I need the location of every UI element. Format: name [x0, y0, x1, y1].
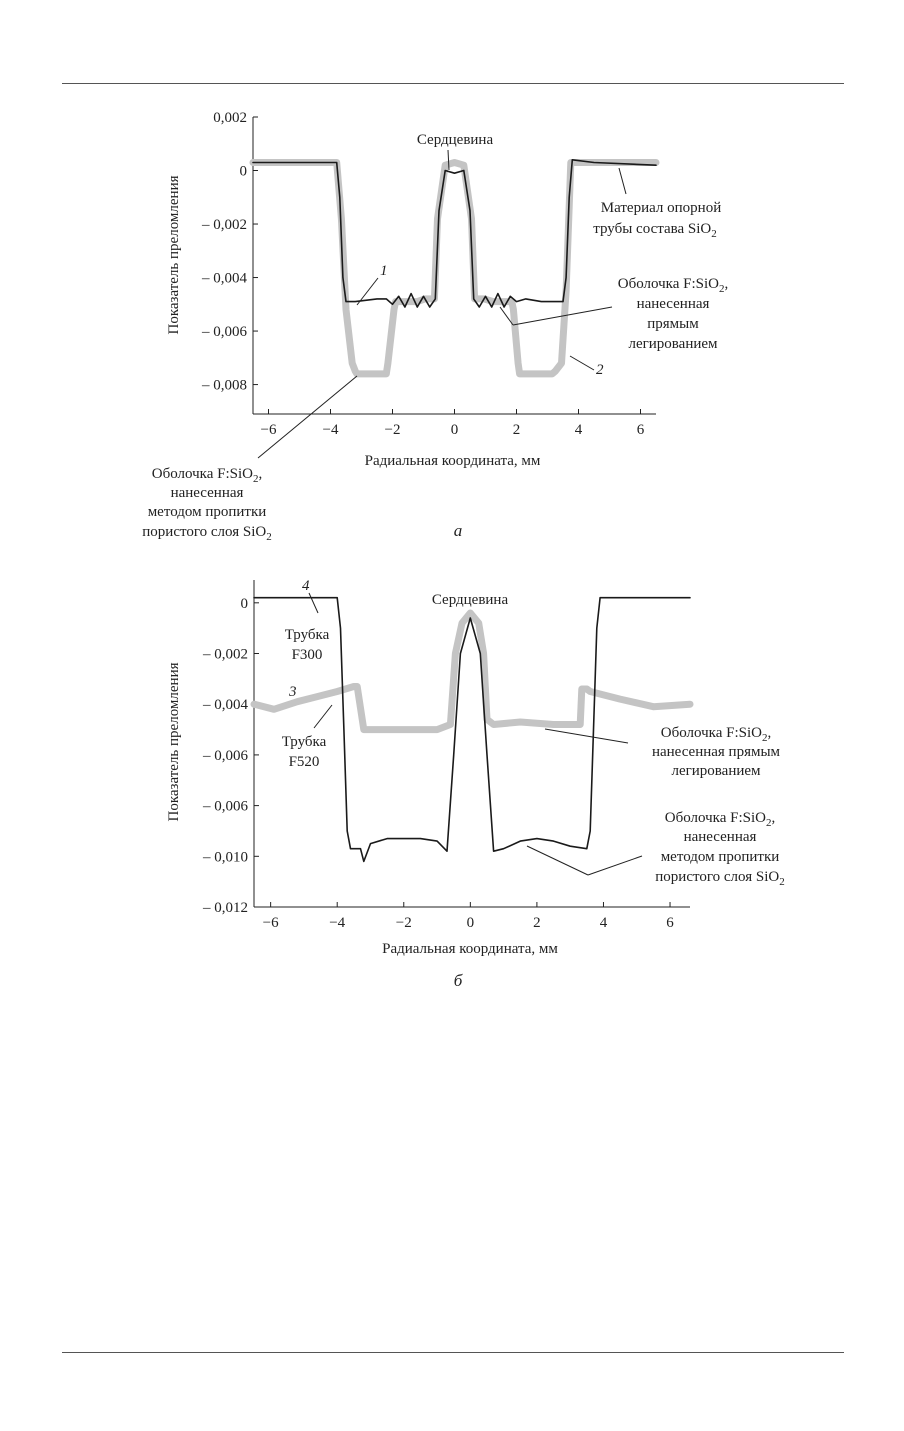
annotation-direct-doping-line1-tail: , — [767, 725, 772, 741]
y-tick-label: – 0,002 — [202, 217, 247, 234]
y-tick-label: – 0,008 — [202, 377, 247, 394]
annotation-tube-f300-line1: Трубка — [284, 627, 330, 643]
annotation-porous-line4-base: пористого слоя SiO — [142, 524, 267, 540]
x-axis-label: Радиальная координата, мм — [382, 941, 558, 957]
y-tick-label: – 0,010 — [203, 849, 248, 866]
y-tick-label: – 0,002 — [203, 646, 248, 663]
leader-line — [258, 376, 357, 458]
x-axis-label: Радиальная координата, мм — [364, 453, 541, 469]
x-tick-label: 4 — [599, 915, 608, 931]
x-tick-label: −6 — [262, 915, 279, 931]
y-tick-label: – 0,006 — [203, 798, 248, 815]
annotation-porous-line1 — [665, 810, 775, 829]
annotation-direct-doping-line4: легированием — [628, 336, 718, 352]
annotation-porous-line4-sub: 2 — [266, 531, 272, 543]
annotation-porous-line1 — [152, 466, 262, 485]
y-tick-label: – 0,004 — [202, 270, 247, 287]
annotation-direct-doping-line1-sub: 2 — [761, 732, 768, 744]
annotation-tube-f520-line1: Трубка — [281, 734, 327, 750]
leader-line — [357, 278, 378, 305]
leader-line — [314, 705, 332, 728]
annotation-direct-doping-line2: нанесенная прямым — [651, 744, 781, 760]
y-tick-label: – 0,006 — [203, 747, 248, 764]
leader-line — [588, 856, 642, 875]
x-tick-label: −6 — [260, 422, 277, 438]
y-tick-label: 0 — [239, 163, 247, 180]
series-number-3: 3 — [289, 684, 297, 700]
annotation-support-tube-line2-sub: 2 — [711, 228, 717, 240]
x-tick-label: −2 — [384, 422, 401, 438]
series-number-2: 2 — [596, 362, 604, 378]
annotation-direct-doping-line1-tail: , — [724, 276, 729, 292]
annotation-porous-line1-sub: 2 — [765, 817, 772, 829]
x-tick-label: 2 — [533, 915, 541, 931]
series-line-2 — [253, 163, 656, 374]
annotation-porous-line4 — [655, 869, 784, 888]
annotation-direct-doping-line1-base: Оболочка F:SiO — [617, 276, 719, 292]
x-tick-label: 6 — [636, 422, 645, 438]
annotation-support-tube-line2 — [593, 221, 717, 240]
annotation-porous-line1-tail: , — [258, 466, 263, 482]
x-tick-label: −4 — [329, 915, 346, 931]
annotation-porous-line2: нанесенная — [683, 829, 757, 845]
leader-line — [309, 593, 318, 613]
annotation-porous-line1-sub: 2 — [252, 473, 259, 485]
annotation-porous-line1-tail: , — [771, 810, 776, 826]
annotation-porous-line1-base: Оболочка F:SiO — [664, 810, 766, 826]
leader-line — [545, 729, 628, 743]
y-axis-label: Показатель преломления — [166, 662, 182, 822]
annotation-porous-line3: методом пропитки — [147, 504, 267, 520]
annotation-core: Сердцевина — [431, 592, 509, 608]
annotation-direct-doping-line3: легированием — [671, 763, 761, 779]
y-tick-label: – 0,012 — [203, 900, 248, 916]
x-tick-label: −2 — [395, 915, 412, 931]
leader-line — [527, 846, 588, 875]
annotation-porous-line4 — [142, 524, 271, 543]
annotation-porous-line3: методом пропитки — [660, 849, 780, 865]
panel-label: а — [453, 521, 463, 540]
annotation-porous-line2: нанесенная — [170, 485, 244, 501]
annotation-support-tube-line1: Материал опорной — [600, 200, 722, 216]
y-tick-label: – 0,006 — [202, 324, 247, 341]
leader-line — [570, 356, 594, 370]
annotation-porous-line4-base: пористого слоя SiO — [655, 869, 780, 885]
panel-label: б — [453, 971, 463, 990]
x-tick-label: 0 — [450, 422, 459, 438]
annotation-support-tube-line2-base: трубы состава SiO — [593, 221, 712, 237]
series-number-4: 4 — [302, 578, 310, 594]
annotation-tube-f520-line2: F520 — [288, 754, 320, 770]
x-tick-label: −4 — [322, 422, 339, 438]
y-tick-label: 0 — [240, 595, 248, 612]
annotation-direct-doping-line1 — [618, 276, 728, 295]
series-number-1: 1 — [380, 263, 388, 279]
leader-line — [619, 168, 626, 194]
x-tick-label: 2 — [512, 422, 521, 438]
annotation-porous-line4-sub: 2 — [779, 876, 785, 888]
annotation-direct-doping-line1-sub: 2 — [718, 283, 725, 295]
annotation-porous-line1-base: Оболочка F:SiO — [151, 466, 253, 482]
x-tick-label: 4 — [574, 422, 583, 438]
y-tick-label: 0,002 — [213, 110, 247, 126]
x-tick-label: 6 — [666, 915, 674, 931]
x-tick-label: 0 — [466, 915, 475, 931]
annotation-direct-doping-line2: нанесенная — [636, 296, 710, 312]
annotation-tube-f300-line2: F300 — [291, 647, 323, 663]
y-tick-label: – 0,004 — [203, 697, 248, 714]
annotation-direct-doping-line1-base: Оболочка F:SiO — [660, 725, 762, 741]
chart-panel-b — [166, 578, 785, 990]
annotation-direct-doping-line3: прямым — [647, 316, 699, 332]
y-axis-label: Показатель преломления — [166, 175, 182, 335]
annotation-direct-doping-line1 — [661, 725, 771, 744]
chart-panel-a — [142, 110, 728, 543]
annotation-core: Сердцевина — [416, 132, 494, 148]
